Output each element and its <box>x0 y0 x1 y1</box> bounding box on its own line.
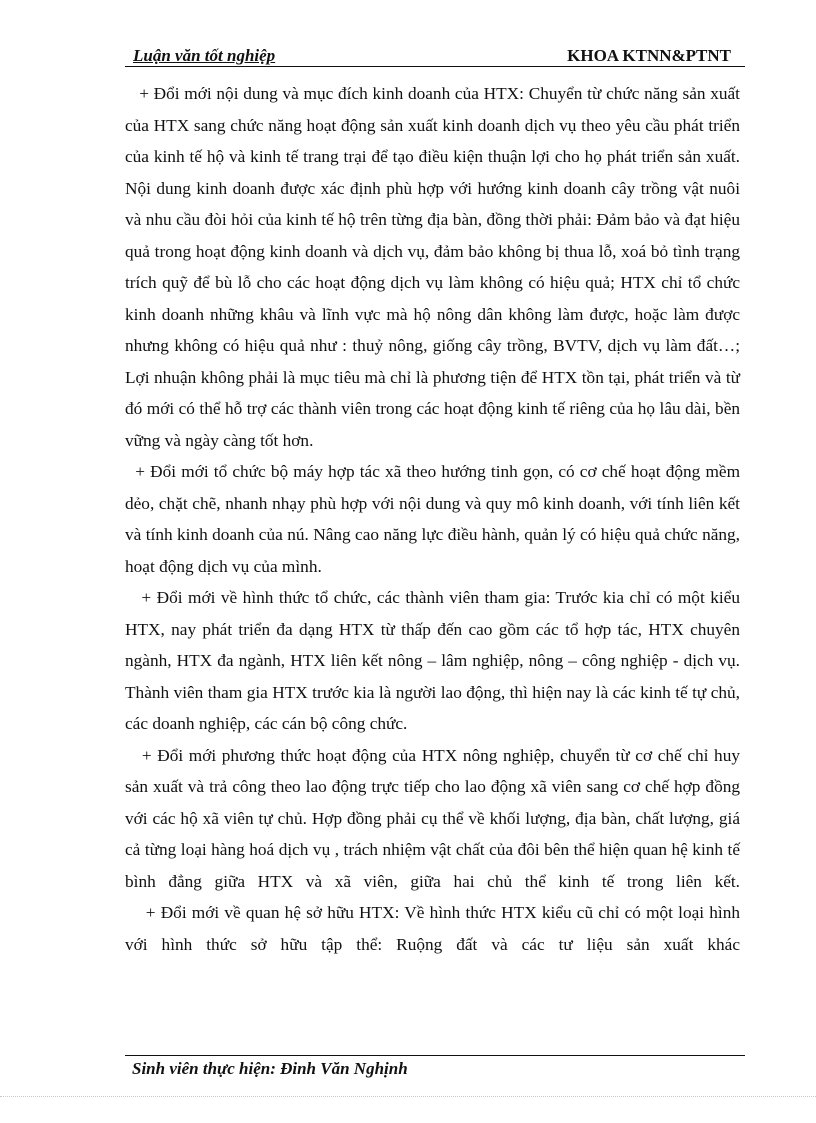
paragraph-business-content: + Đổi mới nội dung và mục đích kinh doanh của HTX: Chuyển từ chức năng sản xuất của HTX sang chức năng hoạt động sản xuất kinh doanh dịch vụ theo yêu cầu phát triển của kinh tế hộ và kinh tế trang trại để tạo điều kiện thuận lợi cho họ phát triển sản xuất. Nội dung kinh doanh được xác định phù hợp với hướng kinh doanh cây trồng vật nuôi và nhu cầu đòi hỏi của kinh tế hộ trên từng địa bàn, đồng thời phải: Đảm bảo và đạt hiệu quả trong hoạt động kinh doanh và dịch vụ, đảm bảo không bị thua lỗ, xoá bỏ tình trạng trích quỹ để bù lỗ cho các hoạt động dịch vụ làm không có hiệu quả; HTX chỉ tổ chức kinh doanh những khâu và lĩnh vực mà hộ nông dân không làm được, hoặc làm được nhưng không có hiệu quả như : thuỷ nông, giống cây trồng, BVTV, dịch vụ làm đất…; Lợi nhuận không phải là mục tiêu mà chỉ là phương tiện để HTX tồn tại, phát triển và từ đó mới có thể hỗ trợ các thành viên trong các hoạt động kinh tế riêng của họ lâu dài, bền vững và ngày càng tốt hơn. <box>125 84 745 450</box>
page-header <box>125 44 745 67</box>
header-faculty-label: KHOA KTNN&PTNT <box>567 46 731 65</box>
page-bottom-edge <box>0 1096 816 1097</box>
footer-divider <box>125 1055 745 1056</box>
body-text <box>125 78 745 960</box>
paragraph-forms-members: + Đổi mới về hình thức tổ chức, các thành viên tham gia: Trước kia chỉ có một kiểu HTX, nay phát triển đa dạng HTX từ thấp đến cao gồm các tổ hợp tác, HTX chuyên ngành, HTX đa ngành, HTX liên kết nông – lâm nghiệp, nông – công nghiệp - dịch vụ. Thành viên tham gia HTX trước kia là người lao động, thì hiện nay là các kinh tế tự chủ, các doanh nghiệp, các cán bộ công chức. <box>125 588 745 733</box>
paragraph-operating-method: + Đổi mới phương thức hoạt động của HTX nông nghiệp, chuyển từ cơ chế chỉ huy sản xuất và trả công theo lao động trực tiếp cho lao động xã viên sang cơ chế hợp đồng với các hộ xã viên tự chủ. Hợp đồng phải cụ thể về khối lượng, địa bàn, chất lượng, giá cả từng loại hàng hoá dịch vụ , trách nhiệm vật chất của đôi bên thể hiện quan hệ kinh tế bình đẳng giữa HTX và xã viên, giữa hai chủ thể kinh tế trong liên kết. <box>125 745 745 891</box>
paragraph-ownership: + Đổi mới về quan hệ sở hữu HTX: Về hình thức HTX kiểu cũ chỉ có một loại hình với hình thức sở hữu tập thể: Ruộng đất và các tư liệu sản xuất khác <box>125 903 745 954</box>
footer-student-name: Sinh viên thực hiện: Đinh Văn Nghịnh <box>132 1059 408 1078</box>
paragraph-organization: + Đổi mới tổ chức bộ máy hợp tác xã theo hướng tinh gọn, có cơ chế hoạt động mềm dẻo, chặt chẽ, nhanh nhạy phù hợp với nội dung và quy mô kinh doanh, với tính liên kết và tính kinh doanh của nú. Nâng cao năng lực điều hành, quản lý có hiệu quả chức năng, hoạt động dịch vụ của mình. <box>125 462 745 576</box>
header-thesis-label: Luận văn tốt nghiệp <box>133 46 276 65</box>
